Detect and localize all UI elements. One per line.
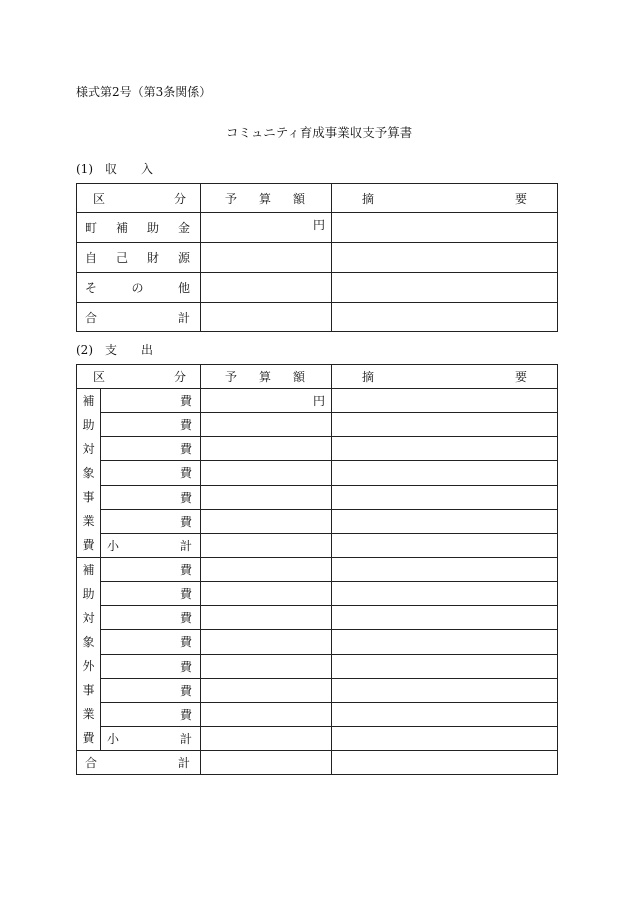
- cost-item[interactable]: 費: [101, 389, 201, 413]
- summary-cell[interactable]: [332, 461, 558, 485]
- expense-row: [77, 702, 558, 726]
- expense-row: [77, 413, 558, 437]
- subtotal-label: 小 計: [101, 726, 201, 750]
- row-label: そ の 他: [77, 273, 201, 303]
- budget-cell[interactable]: [201, 243, 332, 273]
- summary-cell[interactable]: [332, 630, 558, 654]
- budget-cell[interactable]: [201, 678, 332, 702]
- cost-item[interactable]: 費: [101, 509, 201, 533]
- income-header-row: [77, 184, 558, 213]
- summary-cell[interactable]: [332, 273, 558, 303]
- summary-cell[interactable]: [332, 558, 558, 582]
- budget-cell[interactable]: [201, 582, 332, 606]
- summary-cell[interactable]: [332, 582, 558, 606]
- expense-row: [77, 678, 558, 702]
- budget-cell[interactable]: [201, 751, 332, 775]
- income-row-town-subsidy: [77, 213, 558, 243]
- subtotal-label: 小 計: [101, 533, 201, 557]
- budget-cell[interactable]: [201, 606, 332, 630]
- row-label: 町 補 助 金: [77, 213, 201, 243]
- budget-cell[interactable]: [201, 303, 332, 332]
- form-header: 様式第2号（第3条関係）: [76, 85, 212, 99]
- summary-cell[interactable]: [332, 702, 558, 726]
- cost-item[interactable]: 費: [101, 558, 201, 582]
- cost-item[interactable]: 費: [101, 606, 201, 630]
- expense-total-row: [77, 751, 558, 775]
- row-label: 合 計: [77, 303, 201, 332]
- yen-unit[interactable]: 円: [201, 213, 332, 243]
- document-title: コミュニティ育成事業収支予算書: [226, 125, 413, 140]
- budget-cell[interactable]: [201, 485, 332, 509]
- income-table: [76, 183, 558, 332]
- budget-cell[interactable]: [201, 654, 332, 678]
- expense-row: [77, 389, 558, 413]
- expense-table: [76, 364, 558, 775]
- expense-row: [77, 558, 558, 582]
- expense-subtotal-row: [77, 726, 558, 750]
- summary-cell[interactable]: [332, 303, 558, 332]
- budget-cell[interactable]: [201, 461, 332, 485]
- income-section-label: (1) 収 入: [76, 162, 153, 176]
- expense-row: [77, 654, 558, 678]
- summary-cell[interactable]: [332, 533, 558, 557]
- summary-cell[interactable]: [332, 413, 558, 437]
- summary-cell[interactable]: [332, 654, 558, 678]
- budget-cell[interactable]: [201, 413, 332, 437]
- budget-cell[interactable]: [201, 630, 332, 654]
- summary-cell[interactable]: [332, 606, 558, 630]
- expense-row: [77, 437, 558, 461]
- expense-header-row: [77, 365, 558, 389]
- summary-cell[interactable]: [332, 678, 558, 702]
- expense-section-label: (2) 支 出: [76, 343, 153, 357]
- summary-cell[interactable]: [332, 726, 558, 750]
- income-col-summary: 摘 要: [332, 184, 558, 213]
- cost-item[interactable]: 費: [101, 702, 201, 726]
- summary-cell[interactable]: [332, 509, 558, 533]
- cost-item[interactable]: 費: [101, 678, 201, 702]
- cost-item[interactable]: 費: [101, 630, 201, 654]
- expense-row: [77, 582, 558, 606]
- budget-cell[interactable]: [201, 726, 332, 750]
- expense-row: [77, 461, 558, 485]
- summary-cell[interactable]: [332, 243, 558, 273]
- income-col-category: 区 分: [77, 184, 201, 213]
- cost-item[interactable]: 費: [101, 485, 201, 509]
- total-label: 合 計: [77, 751, 201, 775]
- budget-cell[interactable]: [201, 558, 332, 582]
- summary-cell[interactable]: [332, 437, 558, 461]
- budget-cell[interactable]: [201, 437, 332, 461]
- group-non-subsidized-label: 補 助 対 象 外 事 業 費: [77, 558, 101, 751]
- expense-col-category: 区 分: [77, 365, 201, 389]
- budget-cell[interactable]: [201, 702, 332, 726]
- income-row-total: [77, 303, 558, 332]
- expense-subtotal-row: [77, 533, 558, 557]
- cost-item[interactable]: 費: [101, 654, 201, 678]
- expense-col-budget: 予 算 額: [201, 365, 332, 389]
- summary-cell[interactable]: [332, 485, 558, 509]
- income-col-budget: 予 算 額: [201, 184, 332, 213]
- cost-item[interactable]: 費: [101, 437, 201, 461]
- row-label: 自 己 財 源: [77, 243, 201, 273]
- summary-cell[interactable]: [332, 389, 558, 413]
- cost-item[interactable]: 費: [101, 461, 201, 485]
- budget-cell[interactable]: [201, 509, 332, 533]
- budget-cell[interactable]: [201, 273, 332, 303]
- expense-row: [77, 485, 558, 509]
- expense-row: [77, 509, 558, 533]
- yen-unit[interactable]: 円: [201, 389, 332, 413]
- group-subsidized-label: 補 助 対 象 事 業 費: [77, 389, 101, 558]
- expense-col-summary: 摘 要: [332, 365, 558, 389]
- income-row-own-funds: [77, 243, 558, 273]
- budget-cell[interactable]: [201, 533, 332, 557]
- expense-row: [77, 630, 558, 654]
- expense-row: [77, 606, 558, 630]
- cost-item[interactable]: 費: [101, 582, 201, 606]
- summary-cell[interactable]: [332, 751, 558, 775]
- income-row-other: [77, 273, 558, 303]
- cost-item[interactable]: 費: [101, 413, 201, 437]
- summary-cell[interactable]: [332, 213, 558, 243]
